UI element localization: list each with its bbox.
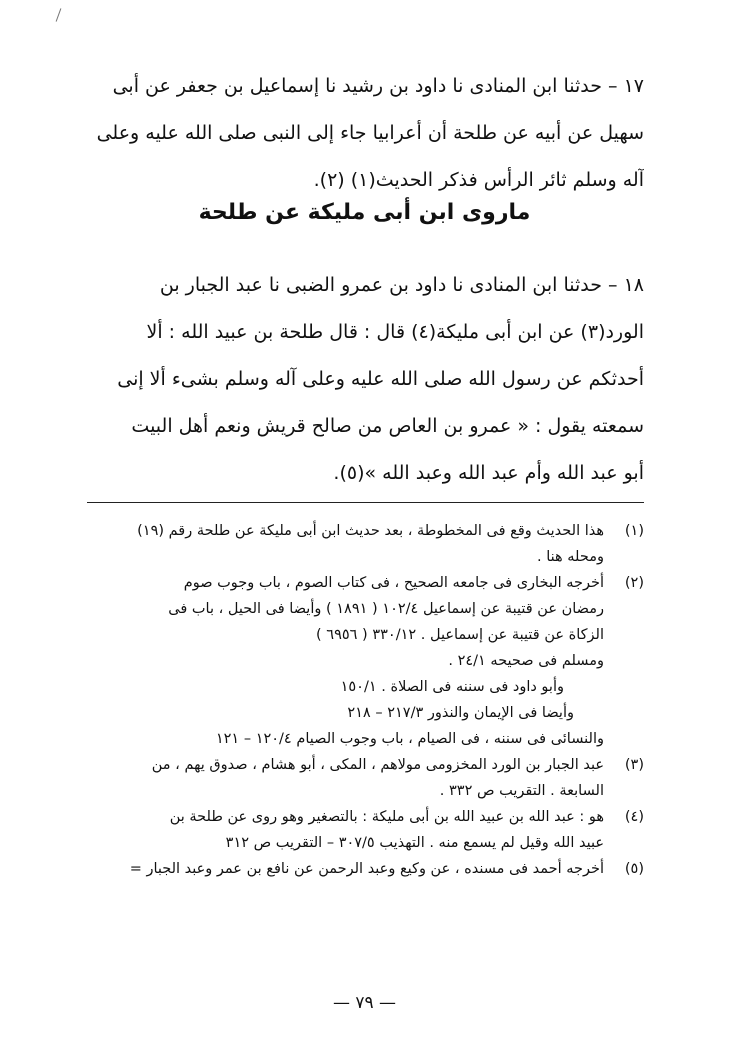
hadith-17-line-3: آله وسلم ثائر الرأس فذكر الحديث(١) (٢). [313, 169, 644, 191]
footnote-3-line-1: عبد الجبار بن الورد المخزومى مولاهم ، المكى ، أبو هشام ، صدوق يهم ، من [151, 757, 604, 773]
footnote-2 [84, 570, 644, 752]
footnote-2-line-1: أخرجه البخارى فى جامعه الصحيح ، فى كتاب الصوم ، باب وجوب صوم [183, 575, 604, 591]
footnote-2-mark: (٢) [624, 575, 644, 591]
hadith-18-line-1: ١٨ – حدثنا ابن المنادى نا داود بن عمرو الضبى نا عبد الجبار بن [159, 274, 644, 296]
footnote-3-body [84, 752, 604, 804]
footnote-4-mark: (٤) [624, 809, 644, 825]
footnote-1-mark: (١) [624, 523, 644, 539]
footnote-1-line-1: هذا الحديث وقع فى المخطوطة ، بعد حديث ابن أبى مليكة عن طلحة رقم (١٩) [137, 523, 604, 539]
footnote-separator-rule [87, 502, 644, 503]
footnote-1-body [84, 518, 604, 570]
footnote-3-mark: (٣) [624, 757, 644, 773]
page-number: — ٧٩ — [332, 993, 397, 1013]
footnote-2-line-6: وأيضا فى الإيمان والنذور ٢١٧/٣ – ٢١٨ [347, 705, 574, 721]
footnote-4-line-1: هو : عبد الله بن عبيد الله بن أبى مليكة : بالتصغير وهو روى عن طلحة بن [169, 809, 604, 825]
hadith-18-line-4: سمعته يقول : « عمرو بن العاص من صالح قريش ونعم أهل البيت [131, 415, 644, 437]
section-heading: ماروى ابن أبى مليكة عن طلحة [198, 200, 531, 225]
footnote-1 [84, 518, 644, 570]
footnote-2-line-4: ومسلم فى صحيحه ٢٤/١ . [448, 653, 604, 669]
footnote-5-mark: (٥) [624, 861, 644, 877]
hadith-18-line-5: أبو عبد الله وأم عبد الله وعبد الله »(٥). [333, 462, 644, 484]
footnotes-section [84, 518, 644, 882]
hadith-17-line-2: سهيل عن أبيه عن طلحة أن أعرابيا جاء إلى النبى صلى الله عليه وعلى [96, 122, 644, 144]
hadith-18-paragraph [84, 262, 644, 497]
footnote-2-line-5: وأبو داود فى سننه فى الصلاة . ١٥٠/١ [340, 679, 564, 695]
hadith-18-line-3: أحدثكم عن رسول الله صلى الله عليه وعلى آله وسلم بشىء ألا إنى [117, 368, 644, 390]
hadith-18-line-2: الورد(٣) عن ابن أبى مليكة(٤) قال : قال طلحة بن عبيد الله : ألا [146, 321, 644, 343]
footnote-1-line-2: ومحله هنا . [537, 549, 604, 565]
footnote-2-body [84, 570, 604, 752]
footnote-4-line-2: عبيد الله وقيل لم يسمع منه . التهذيب ٣٠٧/٥ – التقريب ص ٣١٢ [225, 835, 604, 851]
hadith-17-line-1: ١٧ – حدثنا ابن المنادى نا داود بن رشيد نا إسماعيل بن جعفر عن أبى [112, 75, 644, 97]
footnote-3-line-2: السابعة . التقريب ص ٣٣٢ . [439, 783, 604, 799]
stray-pen-mark [56, 8, 62, 21]
footnote-3 [84, 752, 644, 804]
footnote-2-line-7: والنسائى فى سننه ، فى الصيام ، باب وجوب الصيام ١٢٠/٤ – ١٢١ [215, 731, 604, 747]
footnote-5-line-1: أخرجه أحمد فى مسنده ، عن وكيع وعبد الرحمن عن نافع بن عمر وعبد الجبار = [129, 861, 604, 877]
footnote-5-body [84, 856, 604, 882]
footnote-2-line-3: الزكاة عن قتيبة عن إسماعيل . ٣٣٠/١٢ ( ٦٩٥٦ ) [316, 627, 604, 643]
footnote-4-body [84, 804, 604, 856]
hadith-17-paragraph [84, 63, 644, 204]
footnote-5 [84, 856, 644, 882]
footnote-4 [84, 804, 644, 856]
footnote-2-line-2: رمضان عن قتيبة عن إسماعيل ١٠٢/٤ ( ١٨٩١ ) وأيضا فى الحيل ، باب فى [168, 601, 604, 617]
